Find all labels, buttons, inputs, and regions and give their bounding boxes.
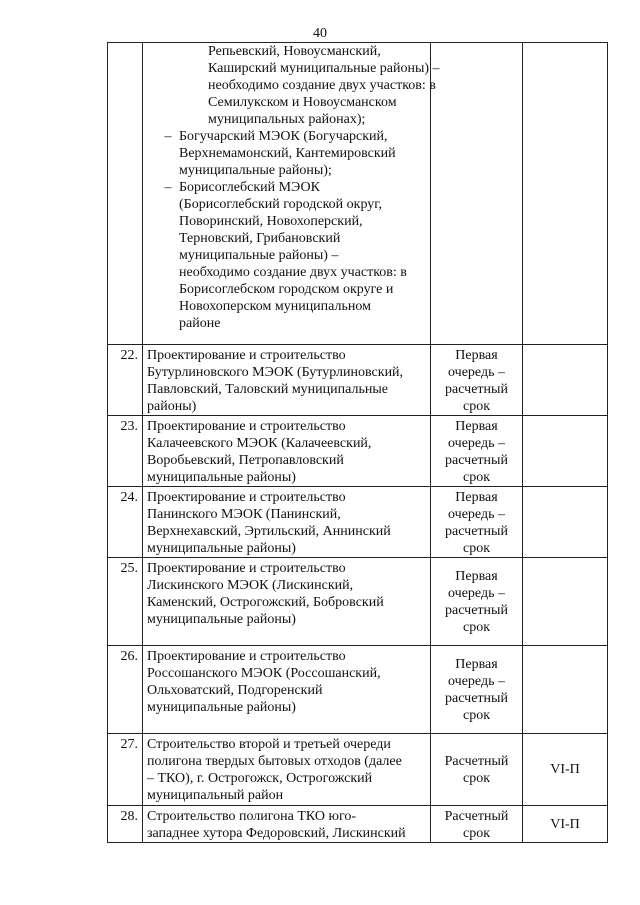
text-line: полигона твердых бытовых отходов (далее — [147, 754, 402, 769]
dash-marker: – — [164, 180, 172, 195]
text-line: муниципальные районы); — [179, 163, 332, 178]
text-line: необходимо создание двух участков: в — [208, 78, 436, 93]
desc-cell — [143, 806, 431, 843]
text-line: очередь – — [448, 436, 505, 451]
desc-cell — [143, 345, 431, 416]
term-cell — [431, 558, 523, 646]
text-line: – ТКО), г. Острогожск, Острогожский — [147, 771, 373, 786]
text-line: Борисоглебском городском округе и — [179, 282, 394, 297]
text-line: Калачеевского МЭОК (Калачеевский, — [147, 436, 372, 451]
text-line: Репьевский, Новоусманский, — [208, 44, 381, 59]
table-row-continuation — [108, 43, 608, 345]
list-item-boguchar — [147, 128, 426, 179]
term-cell — [431, 43, 523, 345]
desc-cell — [143, 558, 431, 646]
text-line: Расчетный — [444, 753, 509, 769]
text-line: (Борисоглебский городской округ, — [179, 197, 382, 212]
text-line: Проектирование и строительство — [147, 490, 346, 505]
text-line: срок — [462, 541, 490, 556]
term-cell — [431, 734, 523, 806]
text-line: расчетный — [445, 524, 508, 539]
text-line: необходимо создание двух участков: в — [179, 265, 407, 280]
ref-cell — [523, 487, 608, 558]
row-number: 25. — [108, 558, 143, 646]
text-line: Каширский муниципальные районы) – — [208, 61, 440, 76]
term-cell — [431, 806, 523, 843]
text-line: срок — [462, 470, 490, 485]
table-row-27 — [108, 734, 608, 806]
ref-cell: VI-П — [523, 806, 608, 843]
text-line: Первая — [455, 348, 498, 363]
text-line: расчетный — [445, 382, 508, 397]
text-line: расчетный — [445, 453, 508, 468]
text-line: очередь – — [448, 507, 505, 522]
desc-cell — [143, 487, 431, 558]
text-line: муниципальные районы) — [147, 470, 296, 485]
text-line: Ольховатский, Подгоренский — [147, 683, 323, 698]
text-line: западнее хутора Федоровский, Лискинский — [147, 826, 406, 841]
dash-marker: – — [164, 129, 172, 144]
table-row-22 — [108, 345, 608, 416]
text-line: Семилукском и Новоусманском — [208, 95, 397, 110]
text-line: срок — [462, 399, 490, 414]
planning-table — [107, 42, 608, 843]
row-number: 26. — [108, 646, 143, 734]
text-line: Проектирование и строительство — [147, 348, 346, 363]
text-line: Богучарский МЭОК (Богучарский, — [179, 129, 388, 144]
term-cell — [431, 646, 523, 734]
ref-cell — [523, 345, 608, 416]
text-line: Воробьевский, Петропавловский — [147, 453, 344, 468]
continuation-intro — [147, 43, 440, 128]
desc-cell — [143, 646, 431, 734]
text-line: Расчетный — [444, 809, 509, 824]
text-line: муниципальный район — [147, 788, 284, 803]
text-line: муниципальных районах); — [208, 112, 366, 127]
text-line: Панинского МЭОК (Панинский, — [147, 507, 341, 522]
text-line: Проектирование и строительство — [147, 419, 346, 434]
text-line: Проектирование и строительство — [147, 561, 346, 576]
text-line: Павловский, Таловский муниципальные — [147, 382, 388, 397]
text-line: Лискинского МЭОК (Лискинский, — [147, 578, 354, 593]
table-row-25 — [108, 558, 608, 646]
term-cell — [431, 487, 523, 558]
text-line: Верхнехавский, Эртильский, Аннинский — [147, 524, 391, 539]
text-line: Бутурлиновского МЭОК (Бутурлиновский, — [147, 365, 404, 380]
table-row-26 — [108, 646, 608, 734]
text-line: Первая — [455, 490, 498, 505]
text-line: Первая — [455, 656, 498, 672]
ref-cell — [523, 416, 608, 487]
text-line: районе — [179, 316, 221, 331]
num-cell — [108, 43, 143, 345]
text-line: муниципальные районы) — [147, 700, 296, 715]
text-line: Терновский, Грибановский — [179, 231, 341, 246]
text-line: Поворинский, Новохоперский, — [179, 214, 363, 229]
list-item-borisoglebsk — [147, 179, 426, 332]
row-number: 24. — [108, 487, 143, 558]
text-line: районы) — [147, 399, 197, 414]
text-line: расчетный — [445, 602, 508, 618]
text-line: срок — [462, 770, 490, 786]
text-line: Первая — [455, 419, 498, 434]
desc-cell — [143, 734, 431, 806]
text-line: очередь – — [448, 365, 505, 380]
text-line: срок — [462, 826, 490, 841]
table-row-24 — [108, 487, 608, 558]
ref-cell: VI-П — [523, 734, 608, 806]
text-line: Строительство полигона ТКО юго- — [147, 809, 357, 824]
desc-cell-continuation — [143, 43, 440, 345]
text-line: срок — [462, 619, 490, 635]
text-line: расчетный — [445, 690, 508, 706]
page-number: 40 — [313, 26, 327, 41]
desc-cell — [143, 416, 431, 487]
table-row-28 — [108, 806, 608, 843]
text-line: очередь – — [448, 673, 505, 689]
text-line: Строительство второй и третьей очереди — [147, 737, 391, 752]
ref-cell — [523, 646, 608, 734]
term-cell — [431, 345, 523, 416]
text-line: Проектирование и строительство — [147, 649, 346, 664]
text-line: муниципальные районы) — [147, 612, 296, 627]
text-line: Новохоперском муниципальном — [179, 299, 371, 314]
row-number: 28. — [108, 806, 143, 843]
text-line: Верхнемамонский, Кантемировский — [179, 146, 396, 161]
text-line: Россошанского МЭОК (Россошанский, — [147, 666, 381, 681]
term-cell — [431, 416, 523, 487]
text-line: очередь – — [448, 585, 505, 601]
ref-cell — [523, 558, 608, 646]
row-number: 23. — [108, 416, 143, 487]
text-line: срок — [462, 707, 490, 723]
text-line: муниципальные районы) – — [179, 248, 339, 263]
text-line: Борисоглебский МЭОК — [179, 180, 320, 195]
table-row-23 — [108, 416, 608, 487]
text-line: муниципальные районы) — [147, 541, 296, 556]
text-line: Первая — [455, 568, 498, 584]
text-line: Каменский, Острогожский, Бобровский — [147, 595, 384, 610]
ref-cell — [523, 43, 608, 345]
row-number: 27. — [108, 734, 143, 806]
row-number: 22. — [108, 345, 143, 416]
